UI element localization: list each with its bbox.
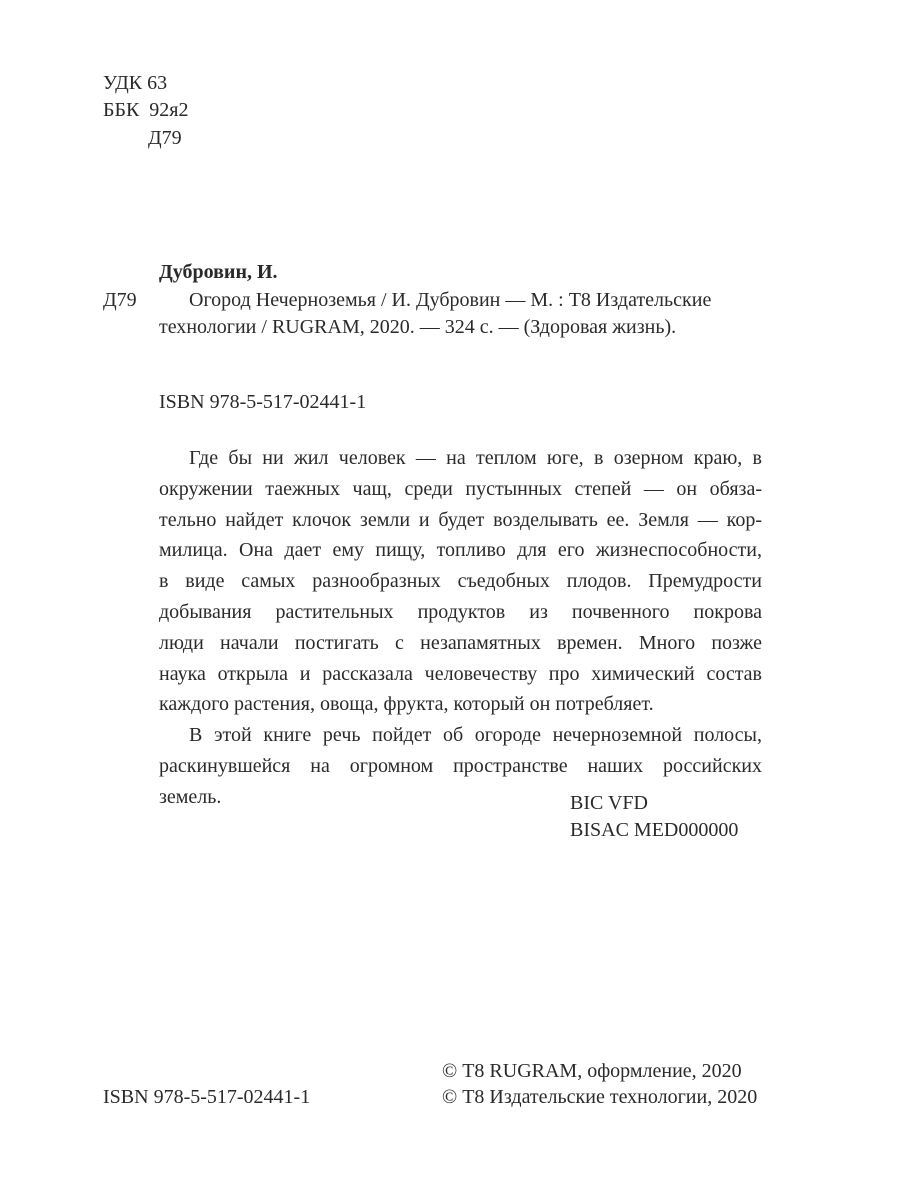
abstract-line: милица. Она дает ему пищу, топливо для его жизнеспособности, — [159, 539, 762, 562]
copyright-publisher: © Т8 Издательские технологии, 2020 — [442, 1086, 758, 1108]
abstract-line: тельно найдет клочок земли и будет возделывать ее. Земля — кор- — [159, 508, 762, 531]
udk-code: УДК 63 — [103, 72, 168, 94]
copyright-design: © Т8 RUGRAM, оформление, 2020 — [442, 1060, 742, 1082]
abstract-line: в виде самых разнообразных съедобных плодов. Премудрости — [159, 570, 762, 593]
abstract-line: каждого растения, овоща, фрукта, который он потребляет. — [159, 693, 654, 716]
isbn-top: ISBN 978-5-517-02441-1 — [159, 391, 367, 413]
bib-line-1: Огород Нечерноземья / И. Дубровин — М. : Т8 Издательские — [189, 289, 712, 311]
author-name: Дубровин, И. — [159, 261, 278, 283]
abstract-line: добывания растительных продуктов из почвенного покрова — [159, 600, 762, 623]
abstract-line: В этой книге речь пойдет об огороде нечерноземной полосы, — [189, 724, 762, 747]
bbk-code: ББК 92я2 — [103, 99, 189, 121]
isbn-footer: ISBN 978-5-517-02441-1 — [103, 1086, 311, 1108]
author-mark: Д79 — [148, 127, 182, 149]
abstract-line: Где бы ни жил человек — на теплом юге, в озерном краю, в — [189, 447, 762, 469]
bic-code: BIC VFD — [570, 792, 648, 814]
abstract-line: раскинувшейся на огромном пространстве наших российских — [159, 754, 762, 777]
abstract — [159, 443, 762, 813]
bisac-code: BISAC MED000000 — [570, 819, 739, 841]
bib-author-mark: Д79 — [103, 289, 137, 311]
abstract-line: люди начали постигать с незапамятных времен. Много позже — [159, 631, 762, 654]
abstract-line: наука открыла и рассказала человечеству про химический состав — [159, 662, 762, 685]
abstract-line: окружении таежных чащ, среди пустынных степей — он обяза- — [159, 477, 762, 500]
bib-line-2: технологии / RUGRAM, 2020. — 324 с. — (Здоровая жизнь). — [159, 316, 677, 338]
abstract-line: земель. — [159, 785, 222, 808]
